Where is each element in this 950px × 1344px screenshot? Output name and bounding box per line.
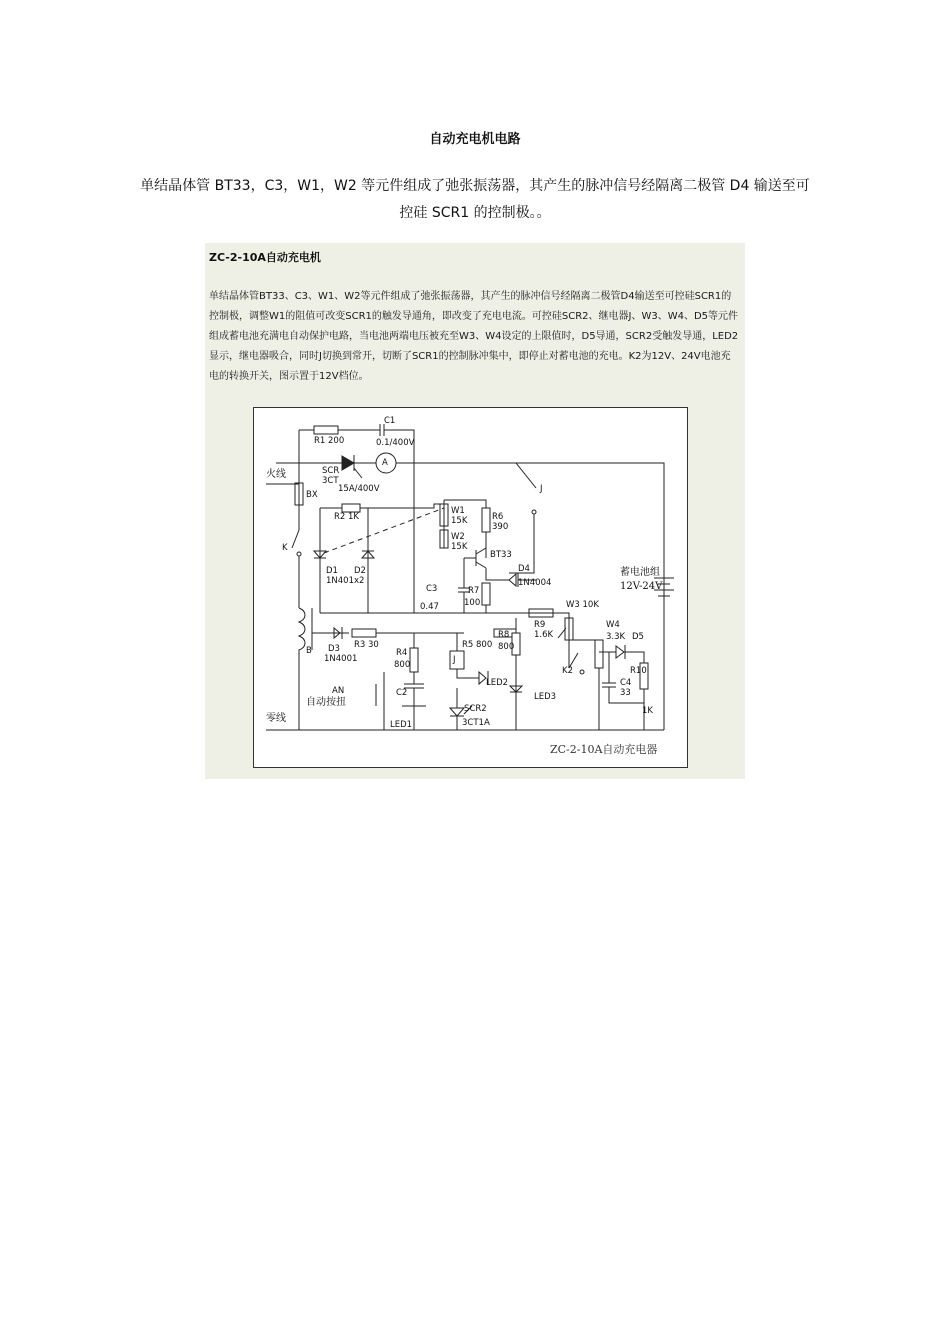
page-title: 自动充电机电路 — [429, 132, 521, 147]
label-d1-d2-type: 1N401x2 — [326, 576, 365, 586]
label-w1-value: 15K — [451, 516, 468, 526]
label-live: 火线 — [266, 469, 286, 480]
label-d4: D4 — [518, 564, 530, 574]
label-d1: D1 — [326, 566, 338, 576]
label-r5: R5 800 — [462, 640, 493, 650]
label-relay: J — [453, 655, 456, 665]
label-r4-value: 800 — [394, 660, 411, 670]
label-w4-value: 3.3K — [606, 632, 626, 642]
label-r9: R9 — [534, 620, 546, 630]
label-j-switch: J — [540, 484, 543, 494]
label-r8: R8 — [498, 630, 510, 640]
label-c1-value: 0.1/400V — [376, 438, 415, 448]
label-r6-value: 390 — [492, 522, 509, 532]
figure-title: ZC-2-10A自动充电机 — [209, 251, 321, 264]
label-led2: LED2 — [486, 678, 509, 688]
label-d5: D5 — [632, 632, 644, 642]
label-c1: C1 — [384, 416, 396, 426]
label-bx: BX — [306, 490, 318, 500]
label-k: K — [282, 543, 288, 553]
label-w2: W2 — [451, 532, 465, 542]
label-led1: LED1 — [390, 720, 413, 730]
circuit-schematic — [253, 407, 688, 768]
label-d3-type: 1N4001 — [324, 654, 358, 664]
label-r3: R3 30 — [354, 640, 379, 650]
label-r6: R6 — [492, 512, 504, 522]
label-r10: R10 — [630, 666, 647, 676]
label-c3-value: 0.47 — [420, 602, 439, 612]
label-c3: C3 — [426, 584, 438, 594]
label-neutral: 零线 — [266, 713, 286, 724]
intro-paragraph: 单结晶体管 BT33，C3，W1，W2 等元件组成了弛张振荡器，其产生的脉冲信号经隔离二极管 D4 输送至可控硅 SCR1 的控制极。。 — [140, 178, 810, 221]
label-scr1-type: 3CT — [322, 476, 339, 486]
label-d2: D2 — [354, 566, 366, 576]
label-battery-voltage: 12V-24V — [620, 581, 663, 592]
label-w1: W1 — [451, 506, 465, 516]
label-c4: C4 — [620, 678, 632, 688]
label-c2: C2 — [396, 688, 408, 698]
label-battery: 蓄电池组 — [620, 567, 660, 578]
label-scr2-type: 3CT1A — [462, 718, 490, 728]
label-bt33: BT33 — [490, 550, 512, 560]
label-ammeter: A — [382, 458, 388, 468]
label-r7-value: 100 — [464, 598, 481, 608]
label-an: AN — [332, 686, 345, 696]
label-c4-value: 33 — [620, 688, 631, 698]
label-auto-button: 自动按扭 — [306, 697, 346, 708]
label-r8-value: 800 — [498, 642, 515, 652]
label-r7: R7 — [468, 586, 480, 596]
label-r10-value: 1K — [642, 706, 653, 716]
label-led3: LED3 — [534, 692, 557, 702]
label-r1: R1 200 — [314, 436, 345, 446]
label-k2: K2 — [562, 666, 573, 676]
label-w3: W3 10K — [566, 600, 599, 610]
label-w4: W4 — [606, 620, 620, 630]
label-r9-value: 1.6K — [534, 630, 554, 640]
label-r2: R2 1K — [334, 512, 359, 522]
circuit-figure — [205, 243, 745, 779]
label-d4-type: 1N4004 — [518, 578, 552, 588]
figure-paragraph: 单结晶体管BT33、C3、W1、W2等元件组成了弛张振荡器，其产生的脉冲信号经隔离二极管D4输送至可控硅SCR1的控制极，调整W1的阻值可改变SCR1的触发导通角，即改变了充电电流。可控硅SCR2、继电器J、W3、W4、D5等元件组成蓄电池充满电自动保护电路，当电池两端电压被充至W3、W4设定的上限值时，D5导通，SCR2受触发导通，LED2显示，继电器吸合，同时J切换到常开，切断了SCR1的控制脉冲集中，即停止对蓄电池的充电。K2为12V、24V电池充电的转换开关，图示置于12V档位。 — [209, 291, 739, 382]
label-r4: R4 — [396, 648, 408, 658]
label-w2-value: 15K — [451, 542, 468, 552]
label-d3: D3 — [328, 644, 340, 654]
label-scr1-rating: 15A/400V — [338, 484, 380, 494]
label-scr1: SCR — [322, 466, 340, 476]
label-scr2: SCR2 — [464, 704, 487, 714]
label-transformer: B — [306, 646, 312, 656]
schematic-title: ZC-2-10A自动充电器 — [550, 743, 658, 756]
